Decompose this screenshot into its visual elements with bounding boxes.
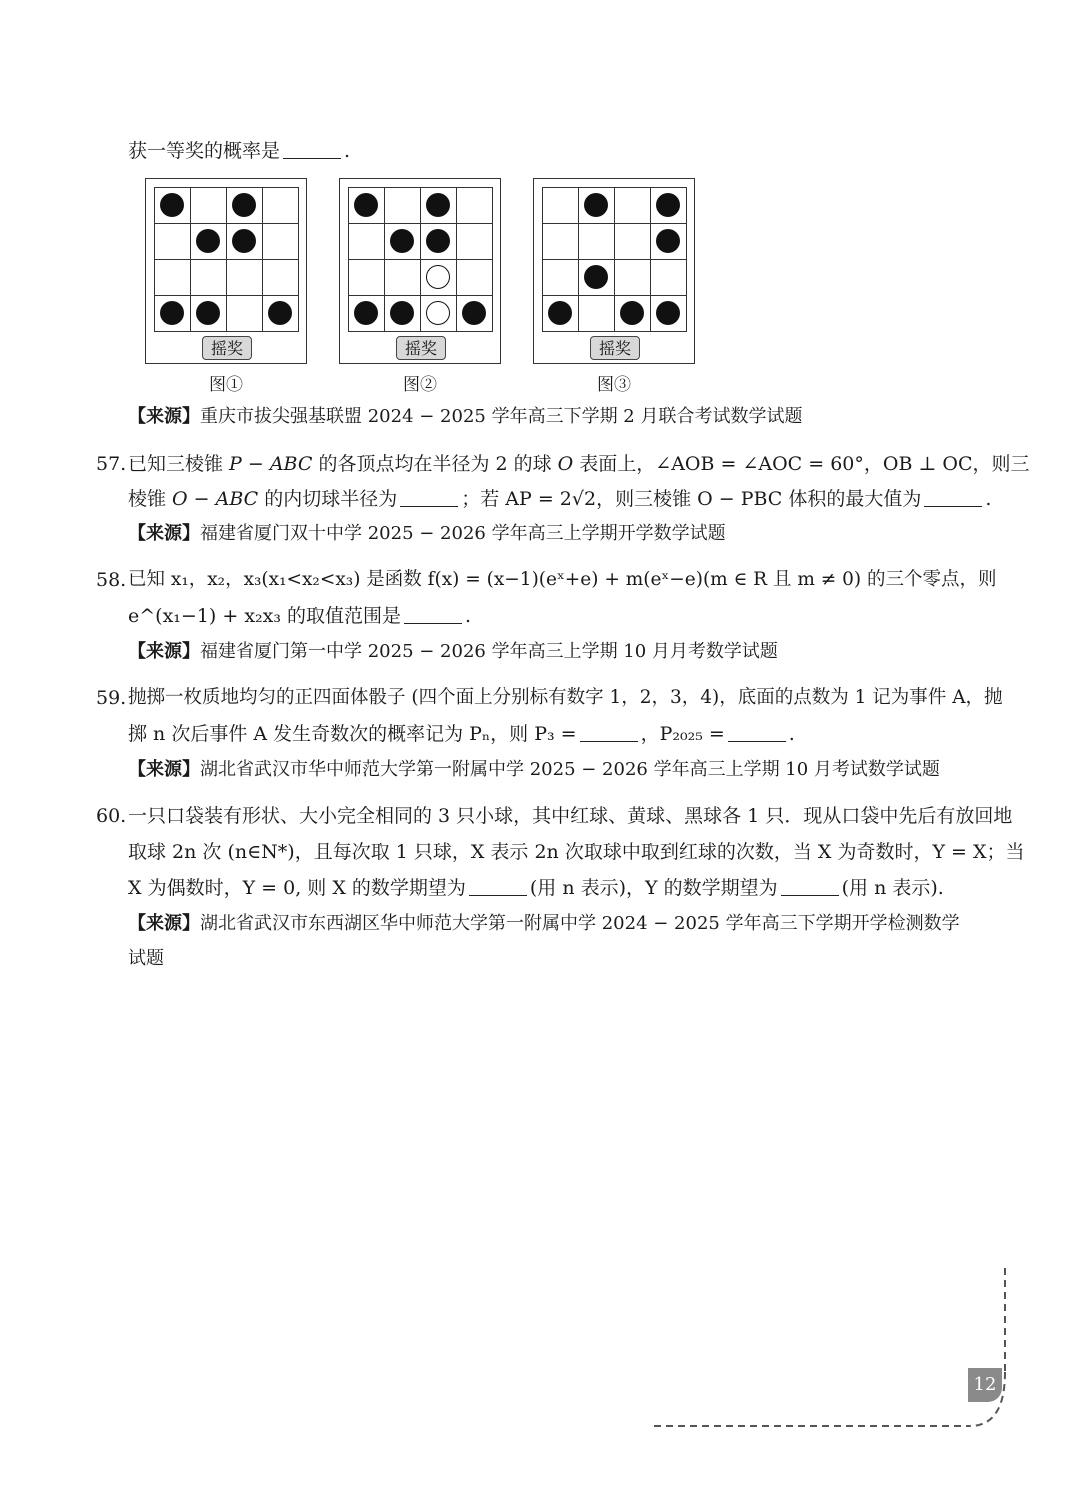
empty-cell (385, 188, 421, 224)
empty-cell (651, 260, 687, 296)
q60-text: (用 n 表示). (841, 877, 944, 899)
black-ball-cell (457, 296, 493, 332)
q57-text: 的各顶点均在半径为 2 的球 (312, 453, 558, 475)
empty-cell (457, 260, 493, 296)
black-ball-cell (651, 188, 687, 224)
source-text: 福建省厦门第一中学 2025 − 2026 学年高三上学期 10 月月考数学试题 (200, 641, 778, 662)
empty-cell (191, 260, 227, 296)
figure-3-grid (542, 187, 687, 332)
q58-text: e^(x₁−1) + x₂x₃ 的取值范围是 (128, 605, 402, 627)
black-ball-cell (385, 224, 421, 260)
empty-cell (615, 188, 651, 224)
empty-cell (263, 260, 299, 296)
answer-blank (728, 723, 786, 742)
answer-blank (781, 877, 839, 896)
q59-line-2 (128, 722, 795, 746)
source-57 (128, 522, 726, 546)
intro-end: . (344, 140, 351, 162)
answer-blank (283, 140, 341, 159)
figure-2-caption: 图② (403, 375, 437, 395)
figure-3 (533, 178, 695, 364)
empty-cell (457, 224, 493, 260)
source-tag: 【来源】 (128, 523, 200, 544)
black-ball-cell (579, 260, 615, 296)
answer-blank (924, 488, 982, 507)
lottery-button: 摇奖 (202, 336, 252, 360)
source-text: 重庆市拔尖强基联盟 2024 − 2025 学年高三下学期 2 月联合考试数学试题 (200, 406, 803, 427)
black-ball-cell (263, 296, 299, 332)
empty-cell (543, 260, 579, 296)
q57-math: O (557, 453, 574, 475)
empty-cell (349, 224, 385, 260)
q60-text: (用 n 表示)，Y 的数学期望为 (529, 877, 778, 899)
empty-cell (579, 224, 615, 260)
black-ball-cell (155, 188, 191, 224)
q57-line-2 (128, 487, 991, 511)
q60-text: X 为偶数时，Y = 0, 则 X 的数学期望为 (128, 877, 466, 899)
black-ball-cell (227, 224, 263, 260)
q57-text: 表面上，∠AOB = ∠AOC = 60°，OB ⊥ OC，则三 (573, 453, 1030, 475)
figure-2 (339, 178, 501, 364)
figure-2-grid (348, 187, 493, 332)
empty-cell (227, 260, 263, 296)
q57-math: O − ABC (172, 488, 259, 510)
page-number: 12 (968, 1368, 1002, 1402)
q57-text: 棱锥 (128, 488, 173, 510)
question-60-number: 60. (96, 805, 127, 827)
black-ball-cell (191, 296, 227, 332)
empty-cell (155, 224, 191, 260)
q59-text: 掷 n 次后事件 A 发生奇数次的概率记为 Pₙ，则 P₃ = (128, 723, 577, 745)
q57-line-1 (128, 452, 1030, 476)
question-57-number: 57. (96, 453, 127, 475)
answer-blank (469, 877, 527, 896)
source-59 (128, 758, 940, 782)
figure-3-caption: 图③ (597, 375, 631, 395)
source-60 (128, 912, 960, 936)
q59-end: . (788, 723, 795, 745)
q58-line-2 (128, 604, 471, 628)
black-ball-cell (349, 296, 385, 332)
q57-text: 的内切球半径为 (258, 488, 398, 510)
black-ball-cell (615, 296, 651, 332)
source-text: 福建省厦门双十中学 2025 − 2026 学年高三上学期开学数学试题 (200, 523, 726, 544)
source-tag: 【来源】 (128, 913, 200, 934)
empty-cell (457, 188, 493, 224)
q60-line-3 (128, 876, 944, 900)
empty-cell (615, 224, 651, 260)
source-60-cont: 试题 (128, 948, 164, 969)
empty-cell (615, 260, 651, 296)
empty-cell (191, 188, 227, 224)
lottery-button: 摇奖 (590, 336, 640, 360)
q57-text: 已知三棱锥 (128, 453, 230, 475)
question-59-number: 59. (96, 687, 127, 709)
intro-line (128, 139, 350, 163)
intro-text: 获一等奖的概率是 (128, 140, 281, 162)
black-ball-cell (227, 188, 263, 224)
white-ball-cell (421, 296, 457, 332)
black-ball-cell (579, 188, 615, 224)
black-ball-cell (155, 296, 191, 332)
white-ball-cell (421, 260, 457, 296)
black-ball-cell (651, 224, 687, 260)
black-ball-cell (543, 296, 579, 332)
q59-line-1: 抛掷一枚质地均匀的正四面体骰子 (四个面上分别标有数字 1，2，3，4)，底面的点数为 1 记为事件 A，抛 (128, 687, 1003, 708)
empty-cell (263, 224, 299, 260)
q58-end: . (465, 605, 472, 627)
q57-text: ；若 AP = 2√2，则三棱锥 O − PBC 体积的最大值为 (461, 488, 922, 510)
answer-blank (400, 488, 458, 507)
source-58 (128, 640, 778, 664)
question-58-number: 58. (96, 569, 127, 591)
q58-line-1: 已知 x₁，x₂，x₃(x₁<x₂<x₃) 是函数 f(x) = (x−1)(eˣ+e) + m(eˣ−e)(m ∈ R 且 m ≠ 0) 的三个零点，则 (128, 569, 997, 590)
empty-cell (543, 188, 579, 224)
figure-1-grid (154, 187, 299, 332)
black-ball-cell (421, 224, 457, 260)
black-ball-cell (421, 188, 457, 224)
empty-cell (155, 260, 191, 296)
q60-line-1: 一只口袋装有形状、大小完全相同的 3 只小球，其中红球、黄球、黑球各 1 只．现从口袋中先后有放回地 (128, 805, 1013, 827)
q59-text: ，P₂₀₂₅ = (640, 723, 725, 745)
source-tag: 【来源】 (128, 759, 200, 780)
source-56 (128, 405, 802, 429)
figure-1 (145, 178, 307, 364)
q57-text: . (985, 488, 992, 510)
empty-cell (579, 296, 615, 332)
q57-math: P − ABC (229, 453, 313, 475)
source-text: 湖北省武汉市东西湖区华中师范大学第一附属中学 2024 − 2025 学年高三下学期开学检测数学 (200, 913, 960, 934)
black-ball-cell (349, 188, 385, 224)
empty-cell (227, 296, 263, 332)
source-text: 湖北省武汉市华中师范大学第一附属中学 2025 − 2026 学年高三上学期 10 月考试数学试题 (200, 759, 940, 780)
empty-cell (349, 260, 385, 296)
figure-1-caption: 图① (209, 375, 243, 395)
q60-line-2: 取球 2n 次 (n∈N*)，且每次取 1 只球，X 表示 2n 次取球中取到红球的次数，当 X 为奇数时，Y = X；当 (128, 841, 1025, 863)
black-ball-cell (191, 224, 227, 260)
source-tag: 【来源】 (128, 641, 200, 662)
answer-blank (580, 723, 638, 742)
black-ball-cell (385, 296, 421, 332)
empty-cell (543, 224, 579, 260)
lottery-button: 摇奖 (396, 336, 446, 360)
answer-blank (404, 605, 462, 624)
page-corner-decoration (640, 1260, 1020, 1440)
source-tag: 【来源】 (128, 406, 200, 427)
empty-cell (263, 188, 299, 224)
empty-cell (385, 260, 421, 296)
black-ball-cell (651, 296, 687, 332)
